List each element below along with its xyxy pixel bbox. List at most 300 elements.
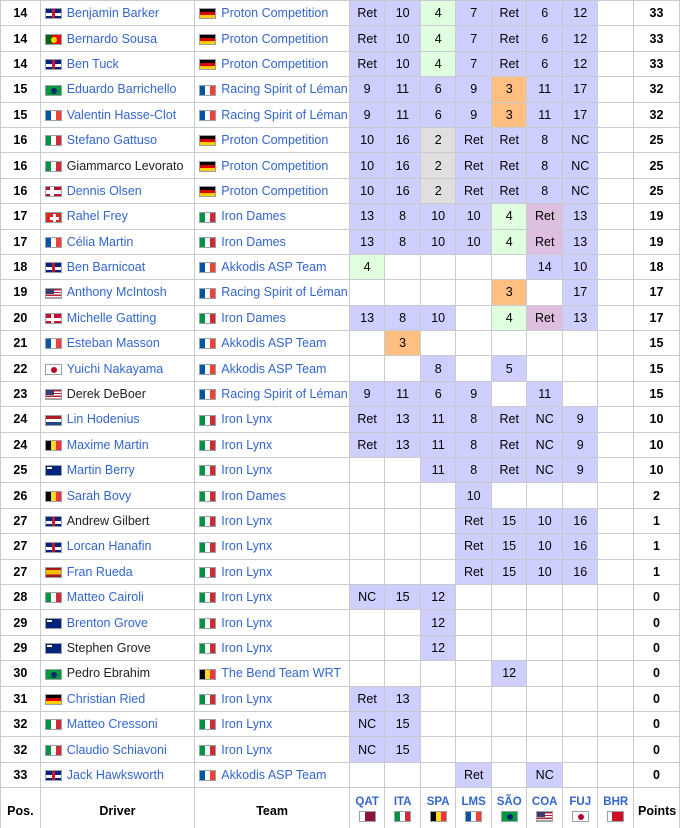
result-cell: Ret xyxy=(491,432,527,457)
result-cell: 12 xyxy=(562,26,598,51)
driver-name[interactable]: Yuichi Nakayama xyxy=(66,361,164,376)
result-cell xyxy=(598,77,634,102)
driver-name[interactable]: Ben Tuck xyxy=(66,56,119,71)
position-cell: 22 xyxy=(1,356,41,381)
driver-nationality-flag-icon xyxy=(45,415,62,426)
driver-name[interactable]: Eduardo Barrichello xyxy=(66,82,177,97)
team-nationality-flag-icon xyxy=(199,542,216,553)
points-cell: 33 xyxy=(634,1,680,26)
driver-name[interactable]: Maxime Martin xyxy=(66,437,149,452)
driver-nationality-flag-icon xyxy=(45,516,62,527)
result-cell: 7 xyxy=(456,51,492,76)
driver-cell xyxy=(40,77,195,102)
result-cell xyxy=(420,483,456,508)
result-cell: 10 xyxy=(420,305,456,330)
result-cell xyxy=(491,254,527,279)
team-name[interactable]: Iron Lynx xyxy=(221,691,273,706)
round-code[interactable]: SÃO xyxy=(496,796,522,809)
driver-name: Andrew Gilbert xyxy=(66,514,150,528)
table-row xyxy=(1,26,680,51)
points-cell: 25 xyxy=(634,153,680,178)
driver-name[interactable]: Fran Rueda xyxy=(66,564,133,579)
team-nationality-flag-icon xyxy=(199,161,216,172)
team-cell xyxy=(195,584,350,609)
points-cell: 0 xyxy=(634,635,680,660)
result-cell xyxy=(491,711,527,736)
result-cell: 4 xyxy=(491,204,527,229)
points-cell: 1 xyxy=(634,534,680,559)
driver-nationality-flag-icon xyxy=(45,237,62,248)
driver-cell xyxy=(40,407,195,432)
team-cell xyxy=(195,711,350,736)
driver-nationality-flag-icon xyxy=(45,491,62,502)
points-cell: 25 xyxy=(634,127,680,152)
driver-name[interactable]: Dennis Olsen xyxy=(66,183,142,198)
driver-cell xyxy=(40,762,195,787)
driver-nationality-flag-icon xyxy=(45,643,62,654)
round-code[interactable]: BHR xyxy=(603,796,629,809)
result-cell xyxy=(349,610,385,635)
result-cell: 12 xyxy=(420,584,456,609)
result-cell xyxy=(420,508,456,533)
round-country-flag-icon xyxy=(536,811,553,822)
team-cell xyxy=(195,381,350,406)
driver-name[interactable]: Valentin Hasse-Clot xyxy=(66,107,177,122)
result-cell xyxy=(527,584,563,609)
team-name[interactable]: Iron Lynx xyxy=(221,590,273,605)
team-cell xyxy=(195,305,350,330)
driver-name[interactable]: Matteo Cairoli xyxy=(66,590,144,605)
result-cell: 13 xyxy=(562,204,598,229)
table-row xyxy=(1,331,680,356)
result-cell xyxy=(420,559,456,584)
driver-name[interactable]: Sarah Bovy xyxy=(66,488,132,503)
points-cell: 0 xyxy=(634,711,680,736)
result-cell: 6 xyxy=(527,26,563,51)
result-cell: 7 xyxy=(456,1,492,26)
result-cell: 9 xyxy=(562,407,598,432)
result-cell: 3 xyxy=(491,280,527,305)
team-cell xyxy=(195,559,350,584)
position-cell: 16 xyxy=(1,153,41,178)
round-code[interactable]: COA xyxy=(531,796,558,809)
result-cell: Ret xyxy=(491,26,527,51)
round-code[interactable]: ITA xyxy=(393,796,412,809)
result-cell: Ret xyxy=(349,26,385,51)
driver-nationality-flag-icon xyxy=(45,262,62,273)
driver-cell xyxy=(40,127,195,152)
result-cell: 11 xyxy=(385,102,421,127)
result-cell: 16 xyxy=(385,153,421,178)
result-cell: NC xyxy=(527,458,563,483)
result-cell xyxy=(562,331,598,356)
table-row xyxy=(1,381,680,406)
table-row xyxy=(1,483,680,508)
table-row xyxy=(1,229,680,254)
result-cell: 4 xyxy=(420,26,456,51)
driver-cell xyxy=(40,331,195,356)
result-cell: 11 xyxy=(420,458,456,483)
round-header[interactable] xyxy=(598,788,634,828)
table-row xyxy=(1,254,680,279)
result-cell: 10 xyxy=(420,229,456,254)
team-name[interactable]: Racing Spirit of Léman xyxy=(221,82,348,97)
team-name[interactable]: Iron Lynx xyxy=(221,463,273,478)
result-cell: 11 xyxy=(527,102,563,127)
team-cell xyxy=(195,204,350,229)
team-cell xyxy=(195,77,350,102)
driver-cell xyxy=(40,534,195,559)
driver-cell xyxy=(40,51,195,76)
result-cell xyxy=(456,280,492,305)
points-cell: 0 xyxy=(634,584,680,609)
points-cell: 1 xyxy=(634,508,680,533)
position-cell: 19 xyxy=(1,280,41,305)
result-cell xyxy=(385,254,421,279)
result-cell: NC xyxy=(562,178,598,203)
team-name[interactable]: Iron Lynx xyxy=(221,514,273,528)
driver-cell xyxy=(40,26,195,51)
driver-nationality-flag-icon xyxy=(45,34,62,45)
result-cell xyxy=(598,305,634,330)
result-cell xyxy=(527,331,563,356)
table-row xyxy=(1,559,680,584)
driver-name[interactable]: Christian Ried xyxy=(66,691,146,706)
driver-name[interactable]: Anthony McIntosh xyxy=(66,285,167,300)
team-name[interactable]: Akkodis ASP Team xyxy=(221,260,327,275)
team-name[interactable]: Iron Lynx xyxy=(221,640,273,655)
driver-cell xyxy=(40,1,195,26)
table-row xyxy=(1,508,680,533)
result-cell xyxy=(491,381,527,406)
result-cell xyxy=(598,508,634,533)
result-cell: 12 xyxy=(420,610,456,635)
result-cell: NC xyxy=(527,762,563,787)
round-code[interactable]: LMS xyxy=(461,796,486,809)
position-cell: 18 xyxy=(1,254,41,279)
driver-name[interactable]: Lin Hodenius xyxy=(66,412,140,427)
team-name[interactable]: Iron Lynx xyxy=(221,412,273,427)
position-cell: 29 xyxy=(1,635,41,660)
team-name[interactable]: Iron Dames xyxy=(221,310,286,325)
driver-name[interactable]: Bernardo Sousa xyxy=(66,31,158,46)
team-nationality-flag-icon xyxy=(199,694,216,705)
result-cell xyxy=(349,280,385,305)
round-header[interactable] xyxy=(349,788,385,828)
team-cell xyxy=(195,737,350,762)
team-name[interactable]: Iron Dames xyxy=(221,234,286,249)
team-cell xyxy=(195,331,350,356)
result-cell: 3 xyxy=(491,102,527,127)
result-cell xyxy=(349,483,385,508)
driver-nationality-flag-icon xyxy=(45,592,62,603)
round-code[interactable]: SPA xyxy=(426,796,450,809)
driver-cell xyxy=(40,381,195,406)
result-cell xyxy=(527,280,563,305)
table-row xyxy=(1,51,680,76)
result-cell xyxy=(598,1,634,26)
result-cell xyxy=(598,711,634,736)
driver-cell xyxy=(40,305,195,330)
result-cell: Ret xyxy=(349,51,385,76)
result-cell: Ret xyxy=(456,559,492,584)
result-cell xyxy=(349,635,385,660)
result-cell: 12 xyxy=(420,635,456,660)
team-name[interactable]: The Bend Team WRT xyxy=(221,666,342,681)
result-cell xyxy=(420,762,456,787)
result-cell: 10 xyxy=(456,204,492,229)
driver-cell xyxy=(40,508,195,533)
team-cell xyxy=(195,534,350,559)
result-cell xyxy=(456,711,492,736)
result-cell xyxy=(598,610,634,635)
points-cell: 0 xyxy=(634,610,680,635)
driver-name[interactable]: Benjamin Barker xyxy=(66,6,160,21)
result-cell: 8 xyxy=(385,229,421,254)
result-cell xyxy=(598,762,634,787)
driver-nationality-flag-icon xyxy=(45,389,62,400)
team-nationality-flag-icon xyxy=(199,110,216,121)
result-cell: 4 xyxy=(491,229,527,254)
team-name[interactable]: Akkodis ASP Team xyxy=(221,361,327,376)
team-name[interactable]: Racing Spirit of Léman xyxy=(221,285,348,300)
result-cell xyxy=(491,635,527,660)
team-name[interactable]: Iron Lynx xyxy=(221,742,273,757)
table-row xyxy=(1,686,680,711)
table-body xyxy=(1,1,680,788)
team-nationality-flag-icon xyxy=(199,34,216,45)
round-code[interactable]: QAT xyxy=(355,796,379,809)
team-name[interactable]: Racing Spirit of Léman xyxy=(221,107,348,122)
result-cell xyxy=(349,559,385,584)
team-cell xyxy=(195,483,350,508)
team-name[interactable]: Proton Competition xyxy=(221,133,329,148)
result-cell: 13 xyxy=(349,305,385,330)
position-cell: 16 xyxy=(1,178,41,203)
result-cell xyxy=(456,610,492,635)
team-name[interactable]: Iron Lynx xyxy=(221,564,273,579)
driver-name[interactable]: Brenton Grove xyxy=(66,615,148,630)
team-cell xyxy=(195,458,350,483)
team-name[interactable]: Akkodis ASP Team xyxy=(221,336,327,351)
driver-nationality-flag-icon xyxy=(45,770,62,781)
result-cell: 17 xyxy=(562,102,598,127)
result-cell xyxy=(598,102,634,127)
team-name[interactable]: Akkodis ASP Team xyxy=(221,767,327,782)
round-header[interactable] xyxy=(527,788,563,828)
driver-cell xyxy=(40,635,195,660)
team-cell xyxy=(195,153,350,178)
team-nationality-flag-icon xyxy=(199,237,216,248)
round-header[interactable] xyxy=(456,788,492,828)
points-cell: 0 xyxy=(634,686,680,711)
driver-name[interactable]: Lorcan Hanafin xyxy=(66,539,152,554)
driver-name[interactable]: Michelle Gatting xyxy=(66,310,157,325)
team-cell xyxy=(195,356,350,381)
driver-cell xyxy=(40,559,195,584)
round-header[interactable] xyxy=(562,788,598,828)
result-cell: Ret xyxy=(491,178,527,203)
result-cell xyxy=(385,280,421,305)
result-cell xyxy=(491,762,527,787)
team-cell xyxy=(195,229,350,254)
result-cell: 15 xyxy=(385,711,421,736)
result-cell xyxy=(598,432,634,457)
round-header[interactable] xyxy=(491,788,527,828)
team-name[interactable]: Proton Competition xyxy=(221,56,329,71)
position-cell: 28 xyxy=(1,584,41,609)
driver-name[interactable]: Stefano Gattuso xyxy=(66,133,158,148)
result-cell: Ret xyxy=(491,51,527,76)
result-cell xyxy=(598,127,634,152)
result-cell: Ret xyxy=(456,762,492,787)
result-cell: 10 xyxy=(562,254,598,279)
result-cell: 10 xyxy=(349,178,385,203)
driver-name[interactable]: Jack Hawksworth xyxy=(66,767,164,782)
round-header[interactable] xyxy=(420,788,456,828)
result-cell: Ret xyxy=(456,534,492,559)
result-cell: 11 xyxy=(385,77,421,102)
result-cell xyxy=(349,661,385,686)
position-cell: 15 xyxy=(1,102,41,127)
table-row xyxy=(1,178,680,203)
header-points: Points xyxy=(634,788,680,828)
result-cell xyxy=(598,280,634,305)
result-cell xyxy=(491,483,527,508)
result-cell xyxy=(598,661,634,686)
result-cell xyxy=(385,534,421,559)
team-name[interactable]: Iron Dames xyxy=(221,209,286,224)
driver-name[interactable]: Célia Martin xyxy=(66,234,134,249)
result-cell xyxy=(349,508,385,533)
driver-name[interactable]: Claudio Schiavoni xyxy=(66,742,167,757)
team-name[interactable]: Iron Lynx xyxy=(221,539,273,554)
driver-name[interactable]: Rahel Frey xyxy=(66,209,128,224)
result-cell: 13 xyxy=(385,432,421,457)
result-cell xyxy=(491,686,527,711)
driver-nationality-flag-icon xyxy=(45,186,62,197)
result-cell: Ret xyxy=(491,153,527,178)
result-cell xyxy=(385,559,421,584)
result-cell: 14 xyxy=(527,254,563,279)
result-cell: 17 xyxy=(562,77,598,102)
points-cell: 19 xyxy=(634,204,680,229)
team-name[interactable]: Iron Lynx xyxy=(221,615,273,630)
result-cell: 5 xyxy=(491,356,527,381)
result-cell: 7 xyxy=(456,26,492,51)
team-nationality-flag-icon xyxy=(199,262,216,273)
team-name[interactable]: Proton Competition xyxy=(221,183,329,198)
result-cell: 11 xyxy=(527,77,563,102)
team-nationality-flag-icon xyxy=(199,85,216,96)
points-cell: 33 xyxy=(634,51,680,76)
result-cell: 8 xyxy=(456,458,492,483)
team-name[interactable]: Proton Competition xyxy=(221,158,329,173)
driver-cell xyxy=(40,737,195,762)
round-code[interactable]: FUJ xyxy=(569,796,592,809)
team-nationality-flag-icon xyxy=(199,8,216,19)
result-cell xyxy=(456,661,492,686)
table-row xyxy=(1,458,680,483)
result-cell: 10 xyxy=(349,127,385,152)
team-nationality-flag-icon xyxy=(199,186,216,197)
driver-name[interactable]: Esteban Masson xyxy=(66,336,160,351)
position-cell: 14 xyxy=(1,51,41,76)
result-cell: 9 xyxy=(456,381,492,406)
points-cell: 10 xyxy=(634,432,680,457)
round-country-flag-icon xyxy=(501,811,518,822)
result-cell xyxy=(598,26,634,51)
points-cell: 15 xyxy=(634,331,680,356)
team-name[interactable]: Racing Spirit of Léman xyxy=(221,387,348,402)
driver-nationality-flag-icon xyxy=(45,8,62,19)
result-cell xyxy=(385,610,421,635)
result-cell: Ret xyxy=(491,1,527,26)
position-cell: 32 xyxy=(1,711,41,736)
table-row xyxy=(1,534,680,559)
round-header[interactable] xyxy=(385,788,421,828)
team-nationality-flag-icon xyxy=(199,440,216,451)
team-nationality-flag-icon xyxy=(199,669,216,680)
result-cell: NC xyxy=(527,407,563,432)
result-cell xyxy=(527,610,563,635)
table-row xyxy=(1,661,680,686)
driver-cell xyxy=(40,204,195,229)
result-cell: 8 xyxy=(420,356,456,381)
result-cell xyxy=(456,635,492,660)
team-name[interactable]: Proton Competition xyxy=(221,31,329,46)
result-cell xyxy=(456,356,492,381)
result-cell: 4 xyxy=(491,305,527,330)
result-cell xyxy=(598,483,634,508)
team-name[interactable]: Iron Dames xyxy=(221,488,286,503)
team-cell xyxy=(195,26,350,51)
result-cell xyxy=(527,635,563,660)
result-cell: 2 xyxy=(420,178,456,203)
result-cell xyxy=(349,331,385,356)
result-cell xyxy=(562,762,598,787)
round-country-flag-icon xyxy=(607,811,624,822)
result-cell xyxy=(527,711,563,736)
driver-name[interactable]: Matteo Cressoni xyxy=(66,717,158,732)
team-name[interactable]: Iron Lynx xyxy=(221,717,273,732)
position-cell: 24 xyxy=(1,407,41,432)
team-cell xyxy=(195,610,350,635)
result-cell: Ret xyxy=(491,127,527,152)
position-cell: 14 xyxy=(1,26,41,51)
driver-cell xyxy=(40,280,195,305)
position-cell: 14 xyxy=(1,1,41,26)
result-cell: 8 xyxy=(456,407,492,432)
header-team: Team xyxy=(195,788,350,828)
driver-name[interactable]: Martin Berry xyxy=(66,463,135,478)
result-cell xyxy=(598,559,634,584)
team-name[interactable]: Proton Competition xyxy=(221,6,329,21)
driver-nationality-flag-icon xyxy=(45,338,62,349)
result-cell xyxy=(598,178,634,203)
result-cell: 2 xyxy=(420,153,456,178)
result-cell xyxy=(562,610,598,635)
result-cell: NC xyxy=(349,711,385,736)
team-name[interactable]: Iron Lynx xyxy=(221,437,273,452)
result-cell xyxy=(598,153,634,178)
team-cell xyxy=(195,762,350,787)
round-country-flag-icon xyxy=(572,811,589,822)
driver-name[interactable]: Ben Barnicoat xyxy=(66,260,146,275)
driver-nationality-flag-icon xyxy=(45,745,62,756)
team-nationality-flag-icon xyxy=(199,770,216,781)
result-cell: 16 xyxy=(562,508,598,533)
